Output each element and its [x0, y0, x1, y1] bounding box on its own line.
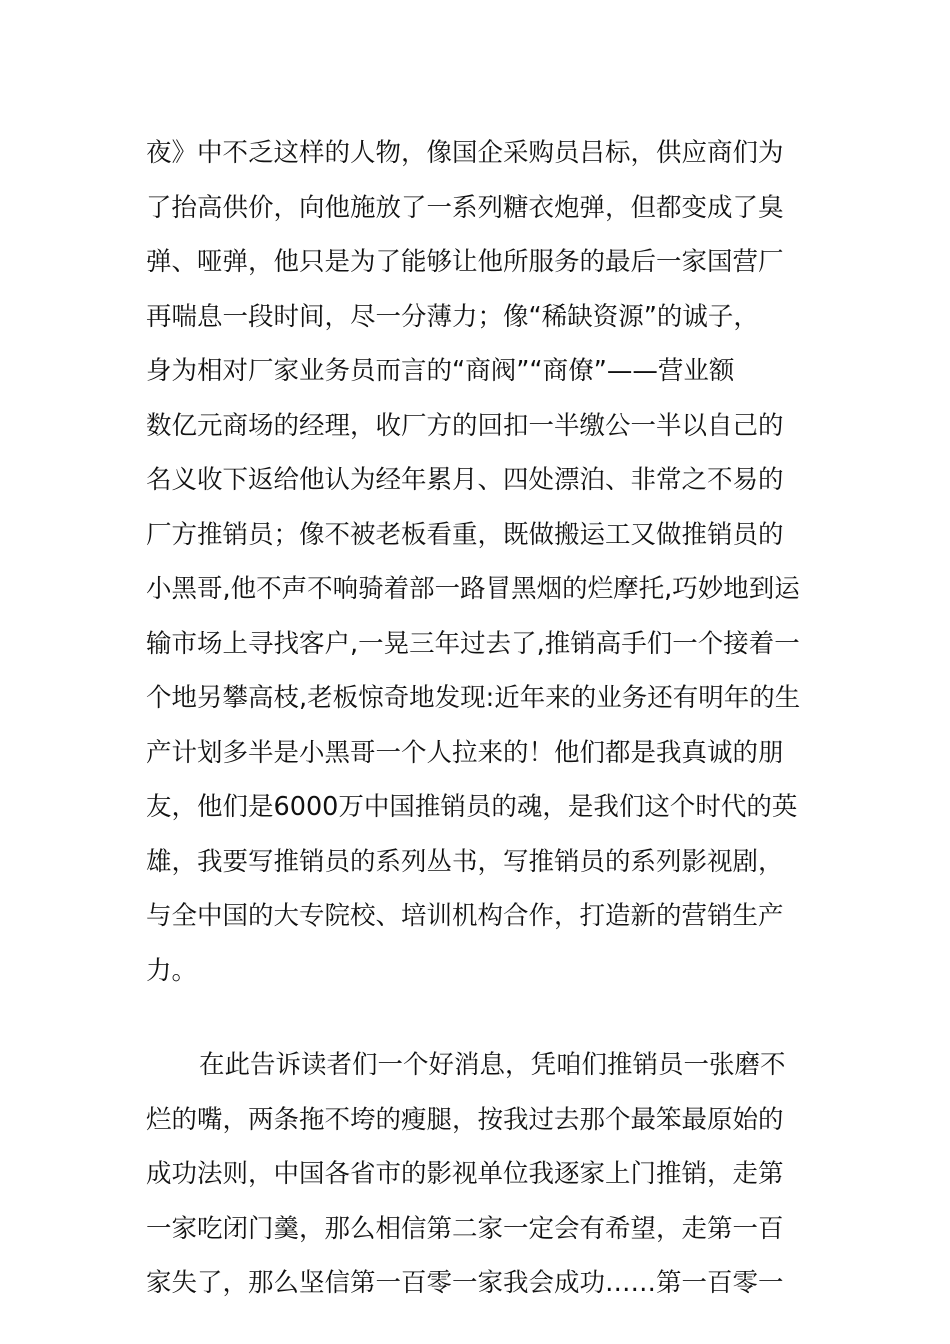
- text-line: 身为相对厂家业务员而言的“商阀”“商僚”——营业额: [146, 356, 735, 386]
- text-line: 再喘息一段时间，尽一分薄力；像“稀缺资源”的诚子，: [146, 301, 759, 332]
- text-line: 个地另攀高枝,老板惊奇地发现:近年来的业务还有明年的生: [146, 683, 801, 713]
- body-text: [146, 126, 806, 1311]
- text-line: 友，他们是6000万中国推销员的魂，是我们这个时代的英: [146, 792, 798, 822]
- text-line: 雄，我要写推销员的系列丛书，写推销员的系列影视剧，: [146, 846, 784, 877]
- text-line: 厂方推销员；像不被老板看重，既做搬运工又做推销员的: [146, 519, 784, 550]
- text-line: 小黑哥,他不声不响骑着部一路冒黑烟的烂摩托,巧妙地到运: [146, 574, 800, 604]
- text-line: 弹、哑弹，他只是为了能够让他所服务的最后一家国营厂: [146, 247, 784, 277]
- text-line: 家失了，那么坚信第一百零一家我会成功……第一百零一: [146, 1268, 784, 1298]
- text-line: 输市场上寻找客户,一晃三年过去了,推销高手们一个接着一: [146, 628, 800, 659]
- paragraph-spacer: [146, 998, 806, 1038]
- paragraph-1: [146, 126, 806, 998]
- text-line: 烂的嘴，两条拖不垮的瘦腿，按我过去那个最笨最原始的: [146, 1104, 784, 1135]
- text-line: 在此告诉读者们一个好消息，凭咱们推销员一张磨不: [199, 1050, 786, 1080]
- text-line: 了抬高供价，向他施放了一系列糖衣炮弹，但都变成了臭: [146, 192, 784, 223]
- text-line: 产计划多半是小黑哥一个人拉来的！他们都是我真诚的朋: [146, 737, 784, 768]
- text-line: 名义收下返给他认为经年累月、四处漂泊、非常之不易的: [146, 465, 784, 495]
- text-line: 数亿元商场的经理，收厂方的回扣一半缴公一半以自己的: [146, 410, 784, 441]
- paragraph-2: [146, 1038, 806, 1311]
- text-line: 成功法则，中国各省市的影视单位我逐家上门推销，走第: [146, 1159, 784, 1189]
- text-line: 一家吃闭门羹，那么相信第二家一定会有希望，走第一百: [146, 1213, 784, 1244]
- text-line: 夜》中不乏这样的人物，像国企采购员吕标，供应商们为: [146, 138, 784, 168]
- text-line: 与全中国的大专院校、培训机构合作，打造新的营销生产: [146, 901, 784, 931]
- text-line: 力。: [146, 955, 198, 986]
